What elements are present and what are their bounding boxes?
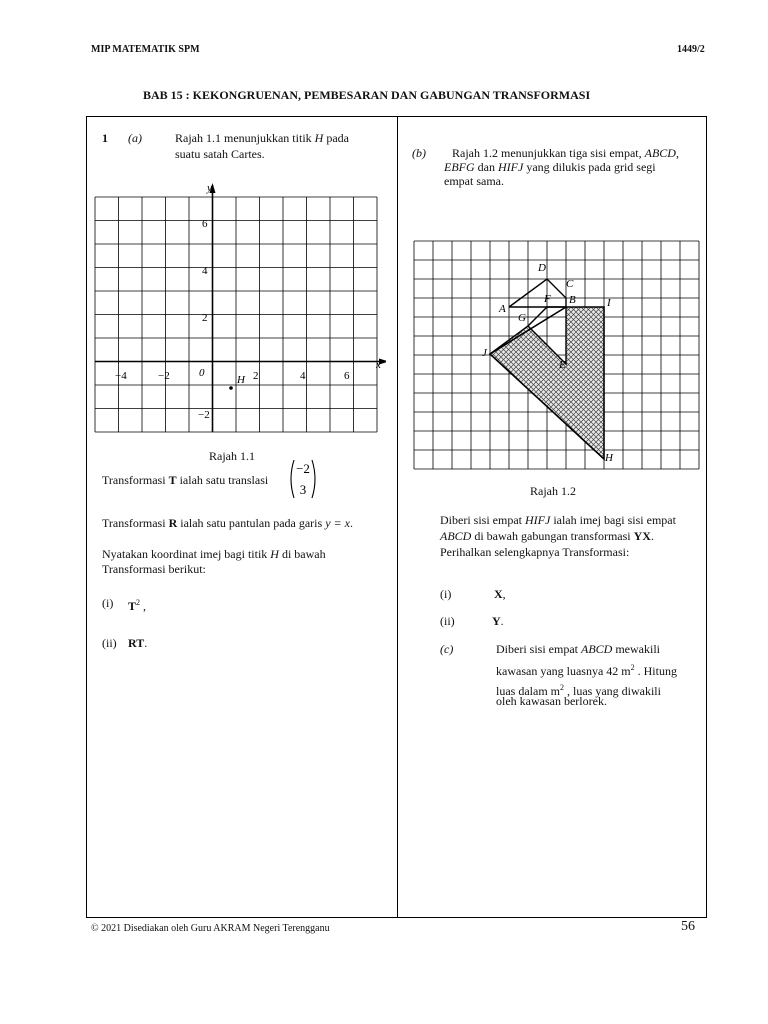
vertex-label-j: J [482,347,487,359]
y-tick-label: 2 [202,312,208,324]
part-c-line1: Diberi sisi empat ABCD mewakili [496,642,660,656]
part-b-intro-line2: EBFG dan HIFJ yang dilukis pada grid segi [444,160,656,174]
quadrilateral-abcd [509,279,566,307]
point-h [229,386,233,390]
part-a-sub-ii-label: (ii) [102,636,117,650]
given-line2: ABCD di bawah gabungan transformasi YX. [440,529,654,543]
y-tick-label: 6 [202,218,208,230]
part-c-line3: luas dalam $m^2$ , luas yang diwakili [496,683,661,698]
x-tick-label: 2 [253,370,259,382]
part-b-sub-i: X, [494,587,506,601]
x-tick-label: −4 [115,370,127,382]
vertex-label-i: I [607,297,611,309]
part-b-sub-ii: Y. [492,614,504,628]
y-axis-label: y [207,182,212,194]
part-a-sub-ii: RT. [128,636,148,650]
vertex-label-b: B [569,294,576,306]
x-axis-label: x [376,359,381,371]
part-c-line2: kawasan yang luasnya 42 $m^2$ . Hitung [496,663,677,678]
vertex-label-d: D [538,262,546,274]
vertex-label-a: A [499,303,506,315]
part-c-line4: oleh kawasan berlorek. [496,694,607,708]
part-b-intro-line3: empat sama. [444,174,504,188]
vertex-label-c: C [566,278,574,290]
vertex-label-e: E [559,359,566,371]
x-tick-label: −2 [158,370,170,382]
vertex-label-f: F [544,293,551,305]
part-a-label: (a) [128,131,142,145]
reflection-statement: Transformasi R ialah satu pantulan pada garis y = x. [102,516,353,530]
given-line1: Diberi sisi empat HIFJ ialah imej bagi sisi empat [440,513,676,527]
part-c-label: (c) [440,642,454,656]
y-tick-label: −2 [198,409,210,421]
vertex-label-g: G [518,312,526,324]
part-b-sub-i-label: (i) [440,587,452,601]
part-b-intro-line1: Rajah 1.2 menunjukkan tiga sisi empat, ABCD, [452,146,679,160]
column-divider [397,116,398,918]
part-a-intro-line2: suatu satah Cartes. [175,147,265,161]
footer-credit: © 2021 Disediakan oleh Guru AKRAM Negeri Terengganu [91,923,330,934]
figure-1-1-caption: Rajah 1.1 [209,449,255,463]
point-h-label: H [237,374,245,386]
translation-statement: Transformasi T ialah satu translasi [102,473,269,487]
vector-top: −2 [296,461,310,476]
y-tick-label: 4 [202,265,208,277]
vertex-label-h: H [605,452,613,464]
page-number: 56 [681,919,695,934]
question-number: 1 [102,131,108,145]
given-line3: Perihalkan selengkapnya Transformasi: [440,545,630,559]
origin-label: 0 [199,367,205,379]
x-tick-label: 4 [300,370,306,382]
part-a-sub-i-label: (i) [102,596,114,610]
header-left: MIP MATEMATIK SPM [91,44,200,55]
vector-bottom: 3 [299,482,307,497]
part-b-sub-ii-label: (ii) [440,614,455,628]
cartesian-graph [86,176,386,451]
chapter-title: BAB 15 : KEKONGRUENAN, PEMBESARAN DAN GABUNGAN TRANSFORMASI [143,88,591,102]
state-instruction-line2: Transformasi berikut: [102,562,206,576]
state-instruction-line1: Nyatakan koordinat imej bagi titik H di bawah [102,547,326,561]
graph-grid [95,197,377,432]
quadrilateral-grid [406,232,706,482]
x-tick-label: 6 [344,370,350,382]
figure-1-2-caption: Rajah 1.2 [530,484,576,498]
header-right: 1449/2 [677,44,705,55]
translation-vector [287,458,319,500]
part-a-intro-line1: Rajah 1.1 menunjukkan titik H pada [175,131,349,145]
part-a-sub-i: $T^2$ , [128,598,147,613]
part-b-label: (b) [412,146,426,160]
